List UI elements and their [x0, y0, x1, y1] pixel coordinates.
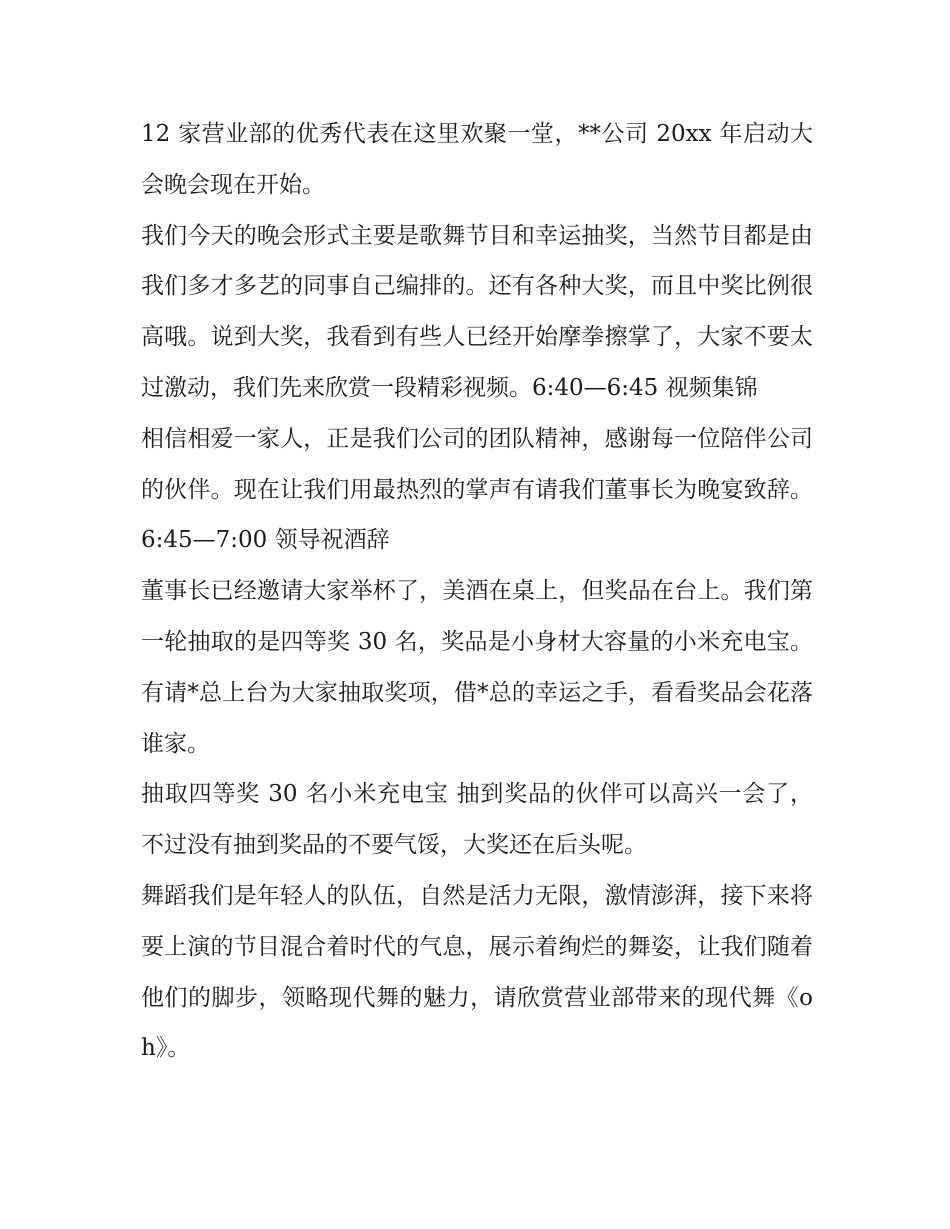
- paragraph-program-intro: 我们今天的晚会形式主要是歌舞节目和幸运抽奖，当然节目都是由我们多才多艺的同事自己编排的。还有各种大奖，而且中奖比例很高哦。说到大奖，我看到有些人已经开始摩拳擦掌了，大家不要太过激动，我们先来欣赏一段精彩视频。6:40—6:45 视频集锦: [141, 222, 813, 401]
- paragraph-chairman-toast: 相信相爱一家人，正是我们公司的团队精神，感谢每一位陪伴公司的伙伴。现在让我们用最热烈的掌声有请我们董事长为晚宴致辞。 6:45—7:00 领导祝酒辞: [141, 425, 813, 554]
- document-body: [141, 109, 813, 1074]
- paragraph-opening: 12 家营业部的优秀代表在这里欢聚一堂，**公司 20xx 年启动大会晚会现在开始。: [141, 121, 813, 198]
- paragraph-fourth-prize: 抽取四等奖 30 名小米充电宝 抽到奖品的伙伴可以高兴一会了，不过没有抽到奖品的不要气馁，大奖还在后头呢。: [141, 781, 813, 859]
- paragraph-first-draw: 董事长已经邀请大家举杯了，美酒在桌上，但奖品在台上。我们第一轮抽取的是四等奖 30 名，奖品是小身材大容量的小米充电宝。有请*总上台为大家抽取奖项，借*总的幸运之手，看看奖品会花落谁家。: [141, 578, 813, 757]
- paragraph-dance: 舞蹈我们是年轻人的队伍，自然是活力无限，激情澎湃，接下来将要上演的节目混合着时代的气息，展示着绚烂的舞姿，让我们随着他们的脚步，领略现代舞的魅力，请欣赏营业部带来的现代舞《oh》。: [141, 882, 813, 1062]
